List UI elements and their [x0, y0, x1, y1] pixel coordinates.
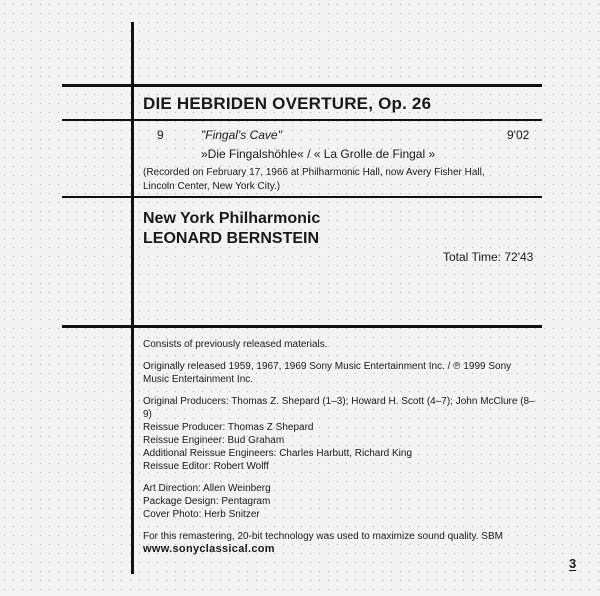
track-subtitle: »Die Fingalshöhle« / « La Grolle de Fingal » [201, 147, 436, 161]
remastering-note: For this remastering, 20-bit technology was used to maximize sound quality. SBM [143, 531, 503, 542]
design-line: Package Design: Pentagram [143, 496, 271, 507]
release-line: Music Entertainment Inc. [143, 374, 254, 385]
recording-note [143, 166, 523, 194]
design-line: Art Direction: Allen Weinberg [143, 483, 271, 494]
vertical-rule [131, 22, 134, 574]
conductor-name: LEONARD BERNSTEIN [143, 230, 320, 247]
track-duration: 9'02 [507, 128, 530, 142]
recording-note-line: Lincoln Center, New York City.) [143, 181, 281, 192]
design-credits [143, 482, 538, 521]
title-underline-rule [62, 119, 542, 121]
credits-notes [143, 338, 538, 552]
track-number: 9 [157, 128, 164, 142]
recording-note-line: (Recorded on February 17, 1966 at Philharmonic Hall, now Avery Fisher Hall, [143, 167, 485, 178]
orchestra-name: New York Philharmonic [143, 210, 321, 227]
track-title: "Fingal's Cave" [201, 128, 282, 142]
track-separator-rule [62, 196, 542, 198]
credit-line: Original Producers: Thomas Z. Shepard (1–3); Howard H. Scott (4–7); John McClure (8–9) [143, 396, 535, 420]
performers [143, 209, 320, 249]
consists-note: Consists of previously released materials. [143, 339, 328, 350]
credit-line: Reissue Producer: Thomas Z Shepard [143, 422, 314, 433]
release-line: Originally released 1959, 1967, 1969 Sony Music Entertainment Inc. / ℗ 1999 Sony [143, 361, 512, 372]
credit-line: Additional Reissue Engineers: Charles Harbutt, Richard King [143, 448, 413, 459]
credit-line: Reissue Engineer: Bud Graham [143, 435, 285, 446]
website-url: www.sonyclassical.com [143, 543, 275, 555]
total-time: Total Time: 72'43 [443, 250, 534, 264]
design-line: Cover Photo: Herb Snitzer [143, 509, 260, 520]
credits-rule [62, 325, 542, 328]
credit-line: Reissue Editor: Robert Wolff [143, 461, 269, 472]
page-number: 3 [569, 556, 577, 571]
work-title: DIE HEBRIDEN OVERTURE, Op. 26 [143, 94, 432, 113]
release-note [143, 360, 538, 386]
top-rule [62, 84, 542, 87]
production-credits [143, 395, 538, 473]
